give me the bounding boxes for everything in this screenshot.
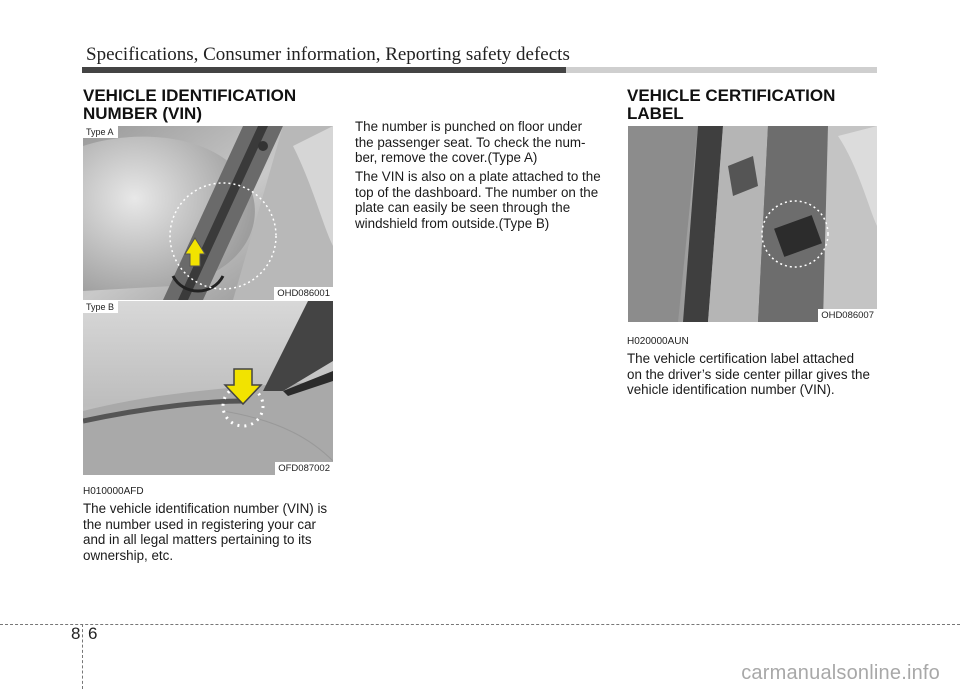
footer-rule (0, 624, 960, 625)
header-rule-accent (82, 67, 566, 73)
seat-floor-illustration (83, 126, 333, 300)
site-watermark: carmanualsonline.info (741, 662, 940, 684)
dashboard-windshield-illustration (83, 301, 333, 475)
figure-code: OHD086001 (274, 287, 333, 300)
figure-type-label: Type B (83, 301, 118, 313)
section-number: 8 (71, 624, 81, 643)
section-code: H010000AFD (83, 486, 144, 497)
vin-body-text: The vehicle identification number (VIN) is the number used in registering your car and in all legal matters pertaining to its ownership, etc. (83, 501, 328, 563)
figure-type-label: Type A (83, 126, 118, 138)
vin-location-text-type-b: The VIN is also on a plate attached to the top of the dashboard. The number on the plate can easily be seen through the windshield from outside.(Type B) (355, 169, 601, 231)
vin-location-text-type-a: The number is punched on floor under the passenger seat. To check the num- ber, remove the cover.(Type A) (355, 119, 586, 166)
figure-code: OHD086007 (818, 309, 877, 322)
cert-body-text: The vehicle certification label attached on the driver’s side center pillar gives the vehicle identification number (VIN). (627, 351, 870, 398)
vin-heading: VEHICLE IDENTIFICATION NUMBER (VIN) (83, 86, 297, 123)
cert-figure (628, 126, 877, 322)
section-code: H020000AUN (627, 336, 689, 347)
vin-figure-type-b (83, 301, 333, 475)
footer-divider (82, 624, 83, 689)
door-pillar-illustration (628, 126, 877, 322)
cert-heading: VEHICLE CERTIFICATION LABEL (627, 86, 836, 123)
figure-code: OFD087002 (275, 462, 333, 475)
vin-figure-type-a (83, 126, 333, 300)
running-header: Specifications, Consumer information, Reporting safety defects (86, 44, 570, 65)
page-number: 6 (88, 624, 98, 643)
